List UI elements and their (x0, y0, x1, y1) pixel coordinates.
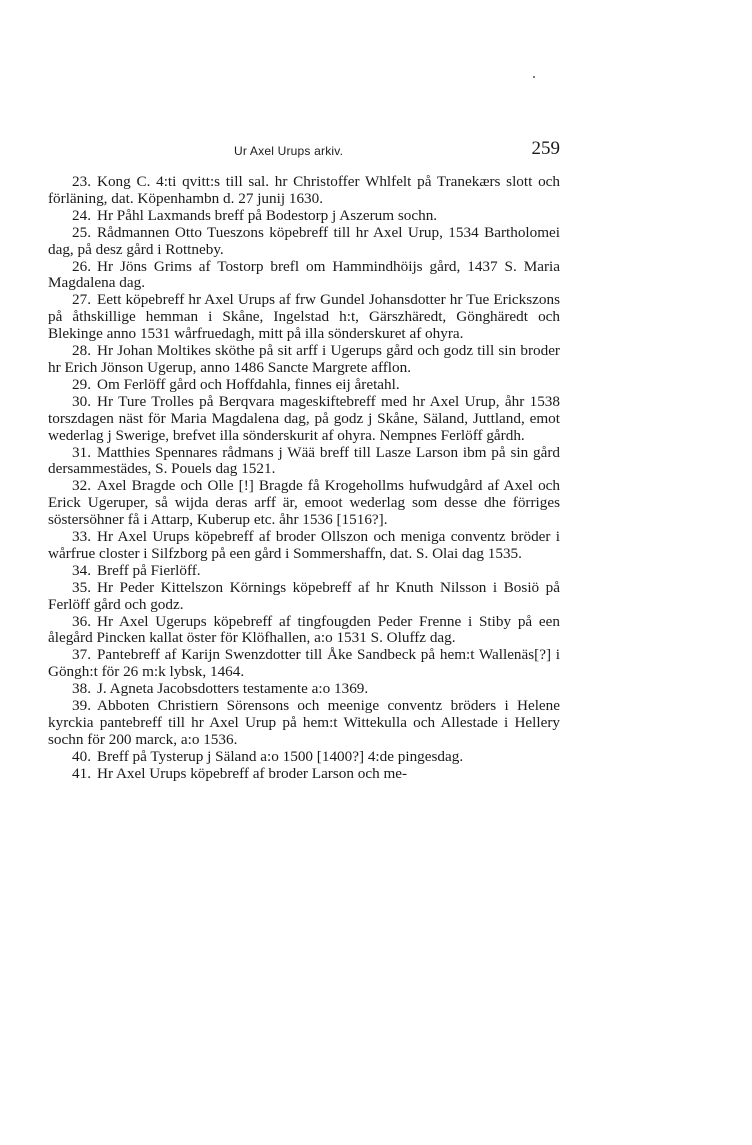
entry-38 (48, 681, 560, 698)
entry-text: Om Ferlöff gård och Hoffdahla, finnes eij åretahl. (96, 375, 400, 393)
entry-number: 39. (72, 697, 91, 715)
entry-number: 24. (72, 206, 91, 224)
entry-number: 35. (72, 578, 91, 596)
entry-list (48, 174, 560, 783)
entry-37 (48, 647, 560, 681)
entry-number: 33. (72, 528, 91, 546)
entry-number: 34. (72, 561, 91, 579)
entry-28 (48, 343, 560, 377)
entry-24 (48, 208, 560, 225)
entry-25 (48, 225, 560, 259)
entry-number: 31. (72, 443, 91, 461)
entry-text: Pantebreff af Karijn Swenzdotter till Åke Sandbeck på hem:t Wallenäs[?] i Göngh:t för 26 m:k lybsk, 1464. (48, 646, 560, 681)
entry-32 (48, 478, 560, 529)
running-head (48, 138, 560, 164)
entry-text: Hr Peder Kittelszon Körnings köpebreff af hr Knuth Nilsson i Bosiö på Ferlöff gård och godz. (48, 578, 560, 613)
entry-number: 26. (72, 257, 91, 275)
running-title: Ur Axel Urups arkiv. (234, 144, 344, 158)
entry-number: 29. (72, 375, 91, 393)
page-number: 259 (531, 138, 560, 159)
entry-number: 41. (72, 764, 91, 782)
entry-33 (48, 529, 560, 563)
entry-text: Matthies Spennares rådmans j Wää breff till Lasze Larson ibm på sin gård dersammestädes, S. Pouels dag 1521. (48, 443, 560, 478)
entry-number: 36. (72, 612, 91, 630)
entry-number: 25. (72, 223, 91, 241)
entry-text: Eett köpebreff hr Axel Urups af frw Gundel Johansdotter hr Tue Erickszons på åthskillige hemman i Skåne, Ingelstad h:t, Gärszhäredt, Gönghäredt och Blekinge anno 1531 wårfruedagh, mitt på illa sönderskuret af ohyra. (48, 291, 560, 343)
entry-text: Hr Jöns Grims af Tostorp brefl om Hammindhöijs gård, 1437 S. Maria Magdalena dag. (48, 257, 560, 292)
entry-number: 28. (72, 342, 91, 360)
entry-text: Hr Axel Urups köpebreff af broder Ollszon och meniga conventz bröder i wårfrue closter i Silfzborg på een gård i Sommershaffn, dat. S. Olai dag 1535. (48, 528, 560, 562)
entry-number: 32. (72, 477, 91, 495)
entry-41 (48, 766, 560, 783)
entry-23 (48, 174, 560, 208)
entry-36 (48, 614, 560, 648)
entry-35 (48, 580, 560, 614)
entry-number: 27. (72, 291, 91, 309)
entry-text: J. Agneta Jacobsdotters testamente a:o 1369. (96, 680, 369, 698)
entry-number: 38. (72, 680, 91, 698)
entry-31 (48, 445, 560, 479)
entry-text: Hr Axel Ugerups köpebreff af tingfougden Peder Frenne i Stiby på een ålegård Pincken kallat öster för Klöfhallen, a:o 1531 S. Oluffz dag. (48, 612, 560, 647)
entry-text: Kong C. 4:ti qvitt:s till sal. hr Christoffer Whlfelt på Tranekærs slott och förläning, dat. Köpenhambn d. 27 junij 1630. (48, 173, 560, 207)
entry-text: Hr Axel Urups köpebreff af broder Larson och me- (96, 764, 408, 782)
entry-27 (48, 292, 560, 343)
entry-text: Breff på Tysterup j Säland a:o 1500 [1400?] 4:de pingesdag. (96, 747, 464, 765)
entry-29 (48, 377, 560, 394)
entry-text: Hr Johan Moltikes sköthe på sit arff i Ugerups gård och godz till sin broder hr Erich Jönson Ugerup, anno 1486 Sancte Margrete afflon. (48, 342, 560, 376)
entry-text: Breff på Fierlöff. (96, 561, 201, 579)
entry-number: 40. (72, 747, 91, 765)
entry-number: 37. (72, 646, 91, 664)
book-page (48, 138, 560, 783)
entry-number: 23. (72, 173, 91, 190)
entry-39 (48, 698, 560, 749)
entry-34 (48, 563, 560, 580)
entry-40 (48, 749, 560, 766)
entry-26 (48, 259, 560, 293)
entry-text: Rådmannen Otto Tueszons köpebreff till hr Axel Urup, 1534 Bartholomei dag, på desz gård i Rottneby. (48, 223, 560, 258)
entry-30 (48, 394, 560, 445)
entry-number: 30. (72, 392, 91, 410)
entry-text: Abboten Christiern Sörensons och meenige conventz bröders i Helene kyrckia pantebreff till hr Axel Urup på hem:t Wittekulla och Allestade i Hellery sochn för 200 marck, a:o 1536. (48, 697, 560, 748)
entry-text: Hr Påhl Laxmands breff på Bodestorp j Aszerum sochn. (96, 206, 438, 224)
entry-text: Hr Ture Trolles på Berqvara mageskiftebreff med hr Axel Urup, åhr 1538 torszdagen näst för Maria Magdalena dag, på godz j Skåne, Säland, Juttland, emot wederlag j Swerige, brefvet illa sönderskurit af ohyra. Nempnes Ferlöff gårdh. (48, 392, 560, 444)
print-speck (533, 76, 535, 78)
entry-text: Axel Bragde och Olle [!] Bragde få Krogehollms hufwudgård af Axel och Erick Ugeruper, så wijda deras arff är, emoot wederlag som desse dhe förriges söstersöhner få i Attarp, Kuberup etc. åhr 1536 [1516?]. (48, 477, 560, 529)
